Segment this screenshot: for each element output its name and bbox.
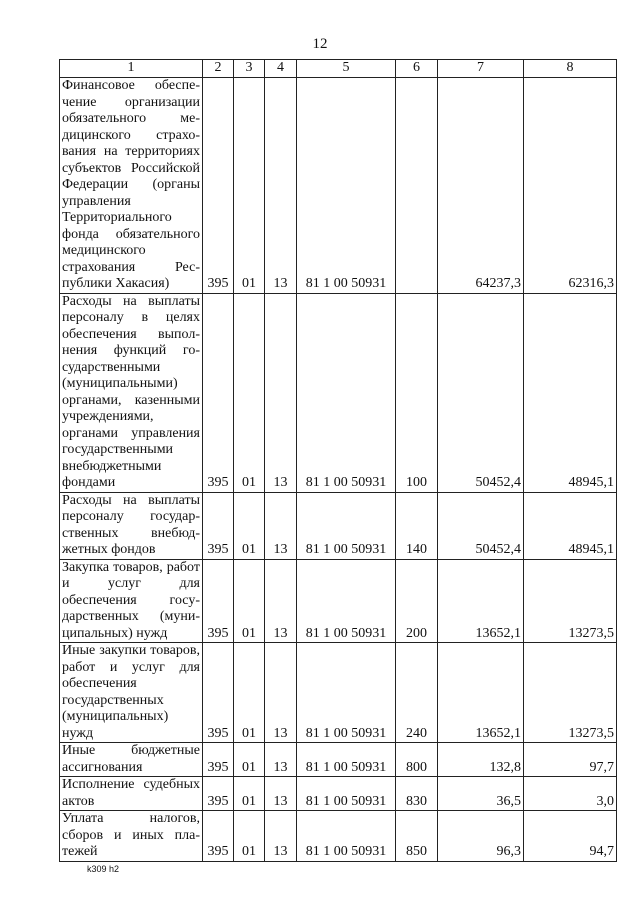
column-header: 4 — [265, 60, 297, 78]
ministry-code-cell: 395 — [203, 777, 234, 811]
subsection-code-cell: 13 — [265, 559, 297, 643]
expense-type-cell: 830 — [396, 777, 438, 811]
ministry-code-cell: 395 — [203, 811, 234, 862]
row-name-cell: Закупка товаров, работ и услуг для обеспечения государственных (муниципальных) нужд — [60, 559, 203, 643]
target-article-cell: 81 1 00 50931 — [297, 293, 396, 492]
row-name-cell: Финансовое обеспечение организации обязательного медицинского страхования на территориях субъектов Российской Федерации (органы управления Территориального фонда обязательного медицинского страхования Республики Хакасия) — [60, 78, 203, 294]
section-code-cell: 01 — [234, 293, 265, 492]
amount-cell-col7: 132,8 — [438, 743, 524, 777]
table-row — [60, 293, 617, 492]
amount-cell-col8: 3,0 — [524, 777, 617, 811]
expense-type-cell: 200 — [396, 559, 438, 643]
subsection-code-cell: 13 — [265, 743, 297, 777]
subsection-code-cell: 13 — [265, 643, 297, 743]
row-name-cell: Иные закупки товаров, работ и услуг для обеспечения государственных (муниципальных) нужд — [60, 643, 203, 743]
column-header: 8 — [524, 60, 617, 78]
target-article-cell: 81 1 00 50931 — [297, 777, 396, 811]
table-row — [60, 811, 617, 862]
table-row — [60, 492, 617, 559]
amount-cell-col7: 50452,4 — [438, 492, 524, 559]
row-name-cell: Иные бюджетные ассигнования — [60, 743, 203, 777]
expense-type-cell — [396, 78, 438, 294]
subsection-code-cell: 13 — [265, 78, 297, 294]
section-code-cell: 01 — [234, 559, 265, 643]
section-code-cell: 01 — [234, 78, 265, 294]
target-article-cell: 81 1 00 50931 — [297, 559, 396, 643]
ministry-code-cell: 395 — [203, 643, 234, 743]
budget-table — [59, 59, 617, 862]
table-row — [60, 743, 617, 777]
table-row — [60, 78, 617, 294]
column-header-row — [60, 60, 617, 78]
amount-cell-col7: 13652,1 — [438, 643, 524, 743]
subsection-code-cell: 13 — [265, 777, 297, 811]
ministry-code-cell: 395 — [203, 559, 234, 643]
amount-cell-col8: 62316,3 — [524, 78, 617, 294]
section-code-cell: 01 — [234, 811, 265, 862]
section-code-cell: 01 — [234, 743, 265, 777]
ministry-code-cell: 395 — [203, 743, 234, 777]
row-name-cell: Исполнение судебных актов — [60, 777, 203, 811]
subsection-code-cell: 13 — [265, 492, 297, 559]
target-article-cell: 81 1 00 50931 — [297, 643, 396, 743]
amount-cell-col8: 94,7 — [524, 811, 617, 862]
expense-type-cell: 100 — [396, 293, 438, 492]
column-header: 2 — [203, 60, 234, 78]
column-header: 6 — [396, 60, 438, 78]
ministry-code-cell: 395 — [203, 78, 234, 294]
expense-type-cell: 800 — [396, 743, 438, 777]
section-code-cell: 01 — [234, 492, 265, 559]
amount-cell-col8: 13273,5 — [524, 559, 617, 643]
subsection-code-cell: 13 — [265, 293, 297, 492]
column-header: 5 — [297, 60, 396, 78]
amount-cell-col7: 50452,4 — [438, 293, 524, 492]
amount-cell-col7: 96,3 — [438, 811, 524, 862]
column-header: 1 — [60, 60, 203, 78]
amount-cell-col8: 48945,1 — [524, 293, 617, 492]
section-code-cell: 01 — [234, 777, 265, 811]
amount-cell-col8: 97,7 — [524, 743, 617, 777]
column-header: 3 — [234, 60, 265, 78]
target-article-cell: 81 1 00 50931 — [297, 78, 396, 294]
row-name-cell: Расходы на выплаты персоналу в целях обеспечения выполнения функций государственными (муниципальными) органами, казенными учреждениями, органами управления государственными внебюджетными фондами — [60, 293, 203, 492]
ministry-code-cell: 395 — [203, 492, 234, 559]
section-code-cell: 01 — [234, 643, 265, 743]
amount-cell-col8: 13273,5 — [524, 643, 617, 743]
table-row — [60, 559, 617, 643]
target-article-cell: 81 1 00 50931 — [297, 811, 396, 862]
page-number: 12 — [312, 36, 328, 52]
subsection-code-cell: 13 — [265, 811, 297, 862]
target-article-cell: 81 1 00 50931 — [297, 743, 396, 777]
target-article-cell: 81 1 00 50931 — [297, 492, 396, 559]
table-row — [60, 643, 617, 743]
row-name-cell: Уплата налогов, сборов и иных платежей — [60, 811, 203, 862]
expense-type-cell: 140 — [396, 492, 438, 559]
expense-type-cell: 240 — [396, 643, 438, 743]
column-header: 7 — [438, 60, 524, 78]
ministry-code-cell: 395 — [203, 293, 234, 492]
document-code: k309 h2 — [87, 864, 120, 874]
amount-cell-col7: 64237,3 — [438, 78, 524, 294]
amount-cell-col8: 48945,1 — [524, 492, 617, 559]
amount-cell-col7: 13652,1 — [438, 559, 524, 643]
row-name-cell: Расходы на выплаты персоналу государственных внебюджетных фондов — [60, 492, 203, 559]
expense-type-cell: 850 — [396, 811, 438, 862]
amount-cell-col7: 36,5 — [438, 777, 524, 811]
table-row — [60, 777, 617, 811]
